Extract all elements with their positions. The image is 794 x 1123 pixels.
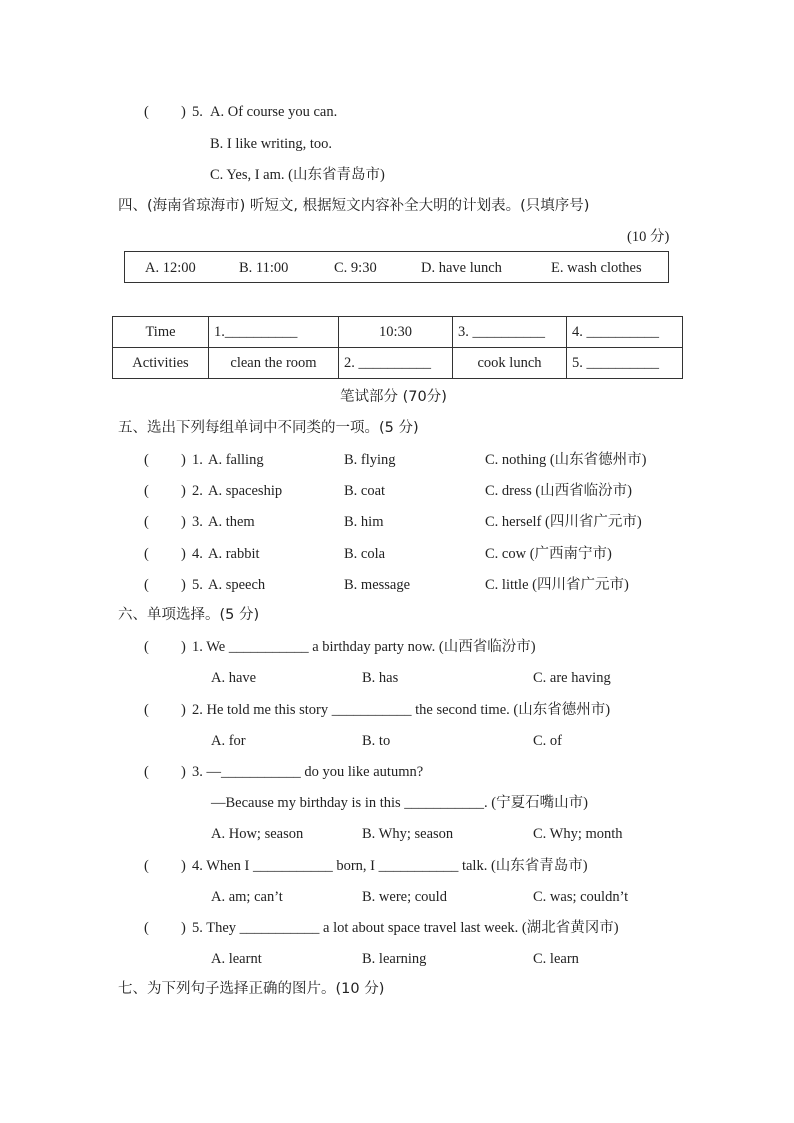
answer-paren-close: ) bbox=[181, 920, 186, 936]
word-bank-option-c: C. 9:30 bbox=[334, 260, 377, 276]
option-c: C. was; couldn’t bbox=[533, 889, 629, 905]
answer-paren-close: ) bbox=[181, 104, 186, 120]
answer-paren-open[interactable]: ( bbox=[144, 858, 149, 874]
s5-item-2 bbox=[0, 482, 794, 500]
option-b: B. were; could bbox=[362, 889, 447, 905]
answer-paren-open[interactable]: ( bbox=[144, 452, 149, 468]
option-b: B. him bbox=[344, 514, 384, 530]
option-b: B. I like writing, too. bbox=[210, 136, 333, 152]
option-b: B. message bbox=[344, 577, 411, 593]
answer-paren-close: ) bbox=[181, 639, 186, 655]
s5-item-3 bbox=[0, 513, 794, 531]
option-b: B. coat bbox=[344, 483, 386, 499]
option-a: A. spaceship bbox=[208, 483, 283, 499]
option-c: C. nothing (山东省德州市) bbox=[485, 452, 647, 468]
answer-paren-open[interactable]: ( bbox=[144, 702, 149, 718]
question-number: 3. bbox=[192, 514, 203, 530]
plan-table bbox=[112, 316, 683, 379]
s5-item-4 bbox=[0, 545, 794, 563]
option-b: B. has bbox=[362, 670, 399, 686]
option-c: C. dress (山西省临汾市) bbox=[485, 483, 633, 499]
question-stem: 4. When I ___________ born, I ___________ talk. (山东省青岛市) bbox=[192, 858, 588, 874]
word-bank-option-b: B. 11:00 bbox=[239, 260, 289, 276]
option-a: A. am; can’t bbox=[211, 889, 283, 905]
s6-q4-options bbox=[0, 888, 794, 906]
plan-blank-4[interactable]: 4. __________ bbox=[567, 317, 683, 348]
word-bank-option-e: E. wash clothes bbox=[551, 260, 642, 276]
s6-q2-options bbox=[0, 732, 794, 750]
word-bank-box bbox=[124, 251, 669, 283]
answer-paren-open[interactable]: ( bbox=[144, 483, 149, 499]
option-c: C. learn bbox=[533, 951, 579, 967]
plan-blank-1[interactable]: 1.__________ bbox=[209, 317, 339, 348]
option-a: A. learnt bbox=[211, 951, 262, 967]
answer-paren-open[interactable]: ( bbox=[144, 639, 149, 655]
answer-paren-open[interactable]: ( bbox=[144, 546, 149, 562]
plan-header-activities: Activities bbox=[113, 348, 209, 379]
option-c: C. are having bbox=[533, 670, 611, 686]
plan-row-time bbox=[113, 317, 683, 348]
plan-activity-cook: cook lunch bbox=[453, 348, 567, 379]
answer-paren-close: ) bbox=[181, 702, 186, 718]
s6-question-1 bbox=[0, 638, 794, 656]
option-c: C. little (四川省广元市) bbox=[485, 577, 629, 593]
option-b: B. cola bbox=[344, 546, 386, 562]
answer-paren-close: ) bbox=[181, 858, 186, 874]
word-bank-option-a: A. 12:00 bbox=[145, 260, 196, 276]
option-a: A. Of course you can. bbox=[210, 104, 338, 120]
option-c: C. cow (广西南宁市) bbox=[485, 546, 612, 562]
section-6-heading: 六、单项选择。(5 分) bbox=[118, 607, 260, 623]
question-stem: 1. We ___________ a birthday party now. (山西省临汾市) bbox=[192, 639, 536, 655]
option-a: A. rabbit bbox=[208, 546, 260, 562]
s6-question-2 bbox=[0, 701, 794, 719]
plan-blank-2[interactable]: 2. __________ bbox=[339, 348, 453, 379]
question-stem: 5. They ___________ a lot about space travel last week. (湖北省黄冈市) bbox=[192, 920, 619, 936]
option-a: A. How; season bbox=[211, 826, 304, 842]
s6-q5-options bbox=[0, 950, 794, 968]
section-7-heading: 七、为下列句子选择正确的图片。(10 分) bbox=[118, 981, 385, 997]
question-stem-reply: —Because my birthday is in this ___________. (宁夏石嘴山市) bbox=[211, 795, 588, 811]
answer-paren-open[interactable]: ( bbox=[144, 514, 149, 530]
question-number: 4. bbox=[192, 546, 203, 562]
question-number: 5. bbox=[192, 577, 203, 593]
answer-paren-open[interactable]: ( bbox=[144, 764, 149, 780]
s6-question-5 bbox=[0, 919, 794, 937]
s5-item-5 bbox=[0, 576, 794, 594]
option-b: B. Why; season bbox=[362, 826, 454, 842]
section-4-heading: 四、(海南省琼海市) 听短文, 根据短文内容补全大明的计划表。(只填序号) bbox=[118, 198, 590, 214]
option-b: B. to bbox=[362, 733, 391, 749]
plan-header-time: Time bbox=[113, 317, 209, 348]
option-c: C. Yes, I am. (山东省青岛市) bbox=[210, 167, 385, 183]
answer-paren-open[interactable]: ( bbox=[144, 104, 149, 120]
option-a: A. have bbox=[211, 670, 257, 686]
option-a: A. for bbox=[211, 733, 246, 749]
answer-paren-close: ) bbox=[181, 514, 186, 530]
plan-time-value: 10:30 bbox=[339, 317, 453, 348]
option-c: C. Why; month bbox=[533, 826, 623, 842]
option-c: C. of bbox=[533, 733, 562, 749]
answer-paren-open[interactable]: ( bbox=[144, 920, 149, 936]
word-bank-option-d: D. have lunch bbox=[421, 260, 502, 276]
answer-paren-open[interactable]: ( bbox=[144, 577, 149, 593]
plan-blank-5[interactable]: 5. __________ bbox=[567, 348, 683, 379]
s6-question-4 bbox=[0, 857, 794, 875]
option-b: B. flying bbox=[344, 452, 396, 468]
section-4-points: (10 分) bbox=[627, 229, 670, 245]
answer-paren-close: ) bbox=[181, 546, 186, 562]
answer-paren-close: ) bbox=[181, 577, 186, 593]
question-stem: 3. —___________ do you like autumn? bbox=[192, 764, 424, 780]
option-b: B. learning bbox=[362, 951, 427, 967]
option-a: A. them bbox=[208, 514, 255, 530]
plan-activity-value: clean the room bbox=[209, 348, 339, 379]
question-number: 2. bbox=[192, 483, 203, 499]
section-5-heading: 五、选出下列每组单词中不同类的一项。(5 分) bbox=[118, 420, 419, 436]
plan-row-activities bbox=[113, 348, 683, 379]
s6-q3-options bbox=[0, 825, 794, 843]
s6-question-3 bbox=[0, 763, 794, 781]
option-a: A. speech bbox=[208, 577, 266, 593]
answer-paren-close: ) bbox=[181, 483, 186, 499]
question-stem: 2. He told me this story ___________ the second time. (山东省德州市) bbox=[192, 702, 611, 718]
plan-blank-3[interactable]: 3. __________ bbox=[453, 317, 567, 348]
option-a: A. falling bbox=[208, 452, 264, 468]
s5-item-1 bbox=[0, 451, 794, 469]
answer-paren-close: ) bbox=[181, 764, 186, 780]
question-number: 1. bbox=[192, 452, 203, 468]
question-number: 5. bbox=[192, 104, 203, 120]
written-part-title: 笔试部分 (70分) bbox=[340, 389, 447, 405]
s6-q1-options bbox=[0, 669, 794, 687]
s3-question-5 bbox=[0, 103, 794, 121]
answer-paren-close: ) bbox=[181, 452, 186, 468]
option-c: C. herself (四川省广元市) bbox=[485, 514, 642, 530]
